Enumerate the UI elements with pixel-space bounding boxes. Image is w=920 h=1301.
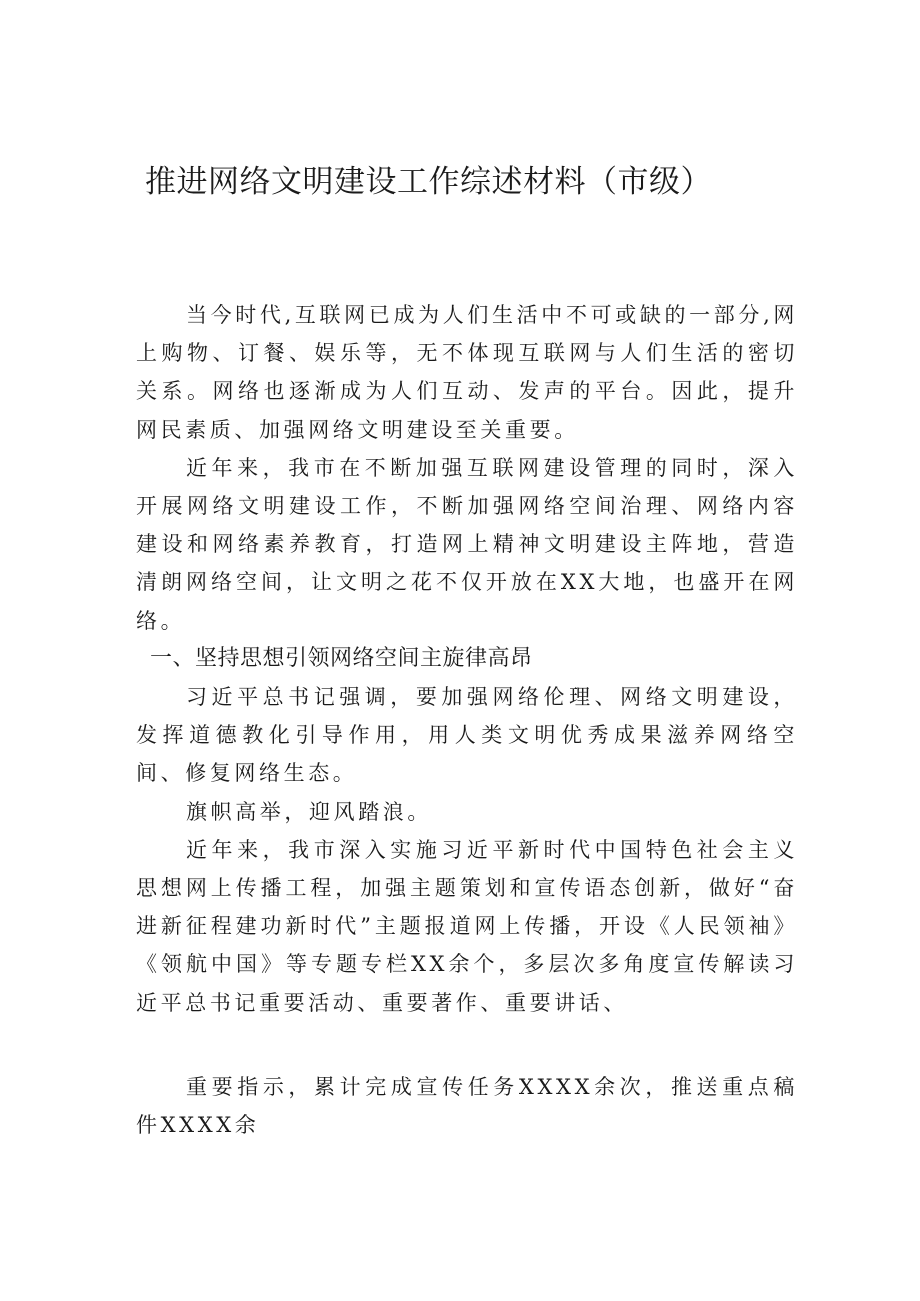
paragraph-gap — [136, 1022, 798, 1068]
section-heading-1: 一、坚持思想引领网络空间主旋律高昂 — [150, 645, 533, 671]
document-title: 推进网络文明建设工作综述材料（市级） — [145, 164, 712, 200]
paragraph-intro: 当今时代,互联网已成为人们生活中不可或缺的一部分,网上购物、订餐、娱乐等，无不体现互联网与人们生活的密切关系。网络也逐渐成为人们互动、发声的平台。因此，提升网民素质、加强网络文明建设至关重要。 — [136, 303, 798, 442]
paragraph-continuation: 重要指示，累计完成宣传任务XXXX余次，推送重点稿件XXXX余 — [136, 1074, 798, 1138]
paragraph-details: 近年来，我市深入实施习近平新时代中国特色社会主义思想网上传播工程，加强主题策划和宣传语态创新，做好“奋进新征程建功新时代”主题报道网上传播，开设《人民领袖》《领航中国》等专题专栏XX余个，多层次多角度宣传解读习近平总书记重要活动、重要著作、重要讲话、 — [136, 837, 798, 1015]
paragraph-slogan: 旗帜高举，迎风踏浪。 — [186, 799, 432, 824]
document-body — [136, 296, 798, 1144]
paragraph-quote: 习近平总书记强调，要加强网络伦理、网络文明建设，发挥道德教化引导作用，用人类文明优秀成果滋养网络空间、修复网络生态。 — [136, 685, 798, 786]
paragraph-overview: 近年来，我市在不断加强互联网建设管理的同时，深入开展网络文明建设工作，不断加强网络空间治理、网络内容建设和网络素养教育，打造网上精神文明建设主阵地，营造清朗网络空间，让文明之花不仅开放在XX大地，也盛开在网络。 — [136, 455, 798, 633]
